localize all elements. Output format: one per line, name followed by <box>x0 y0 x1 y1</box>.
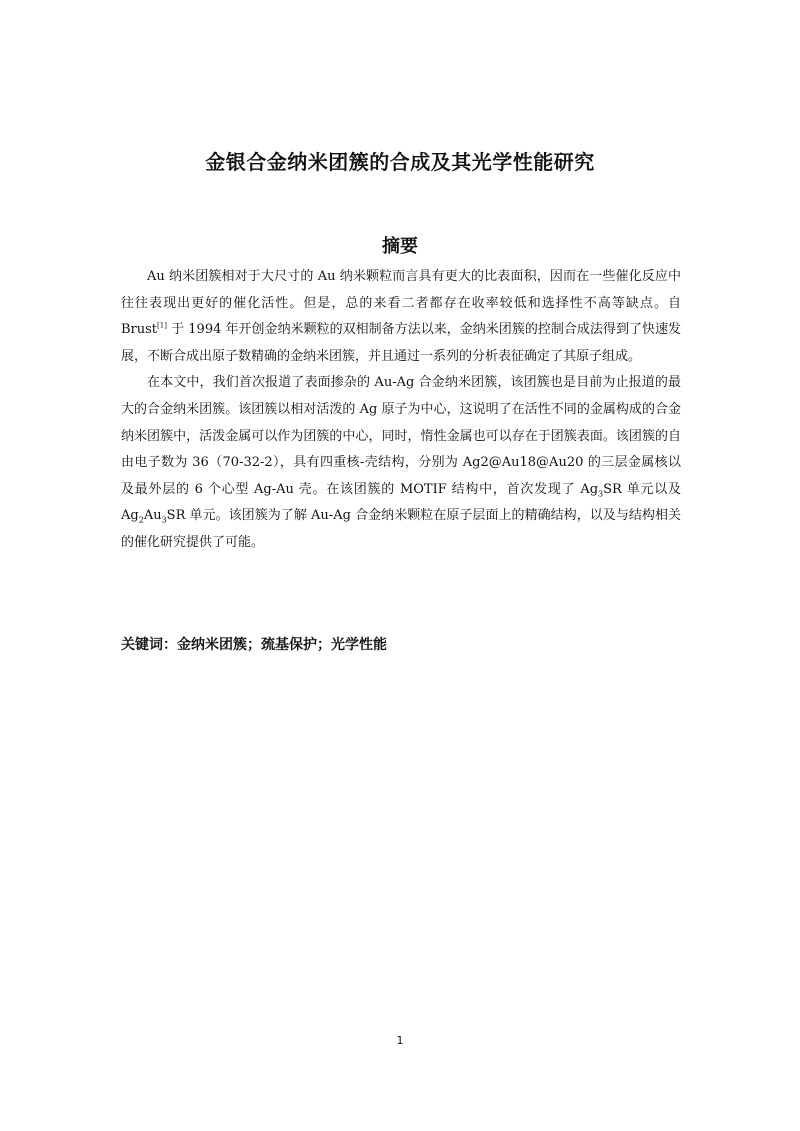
citation-ref: [1] <box>157 321 167 330</box>
abstract-paragraph-2 <box>121 370 681 556</box>
paper-title: 金银合金纳米团簇的合成及其光学性能研究 <box>205 150 595 174</box>
text-segment: 在本文中，我们首次报道了表面掺杂的 Au-Ag 合金纳米团簇，该团簇也是目前为止报道的最大的合金纳米团簇。该团簇以相对活泼的 Ag 原子为中心，这说明了在活性不同的金属构成的合金纳米团簇中，活泼金属可以作为团簇的中心，同时，惰性金属也可以存在于团簇表面。该团簇的自由电子数为 36（70-32-2），具有四重核-壳结构，分别为 Ag2@Au18@Au20 的三层金属核以及最外层的 6 个心型 Ag-Au 壳。在该团簇的 MOTIF 结构中，首次发现了 Ag <box>121 375 681 497</box>
text-segment: 于 1994 年开创金纳米颗粒的双相制备方法以来，金纳米团簇的控制合成法得到了快速发展，不断合成出原子数精确的金纳米团簇，并且通过一系列的分析表征确定了其原子组成。 <box>121 322 681 364</box>
text-segment: Au <box>143 508 162 524</box>
page-number: 1 <box>396 1034 404 1047</box>
text-segment: Au 纳米团簇相对于大尺寸的 Au 纳米颗粒而言具有更大的比表面积，因而在一些催化反应中往往表现出更好的催化活性。但是，总的来看二者都存在收率较低和选择性不高等缺点。自 Brust <box>121 269 681 338</box>
subscript: 2 <box>138 515 144 525</box>
subscript: 3 <box>161 515 167 525</box>
text-segment: SR 单元以及 Ag <box>121 481 681 524</box>
subscript: 3 <box>598 489 604 499</box>
text-segment: SR 单元。该团簇为了解 Au-Ag 合金纳米颗粒在原子层面上的精确结构，以及与结构相关的催化研究提供了可能。 <box>121 508 681 550</box>
keywords-line: 关键词：金纳米团簇；巯基保护；光学性能 <box>121 637 387 653</box>
abstract-paragraph-1 <box>121 264 681 370</box>
abstract-body <box>121 264 681 557</box>
abstract-heading: 摘要 <box>382 236 418 257</box>
